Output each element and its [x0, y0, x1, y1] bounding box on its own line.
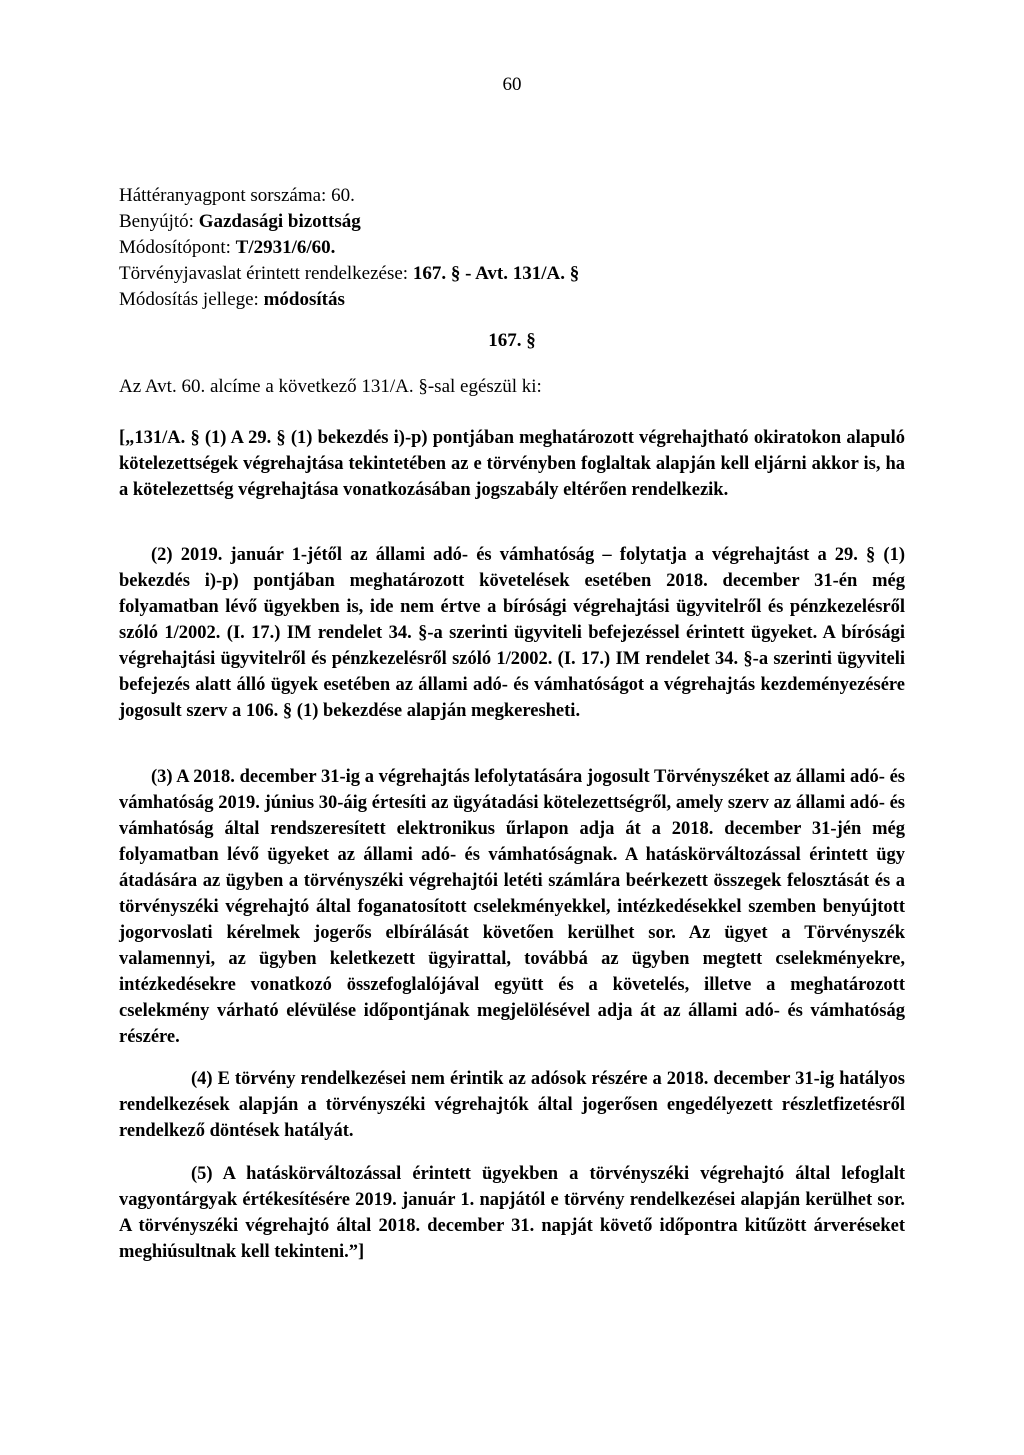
amendment-type-row — [119, 287, 919, 313]
amendment-type-value: módosítás — [263, 289, 345, 310]
amendment-point-value: T/2931/6/60. — [235, 237, 336, 258]
page-number: 60 — [502, 74, 522, 95]
paragraph-5: (5) A hatáskörváltozással érintett ügyekben a törvényszéki végrehajtó által lefoglalt vagyontárgyak értékesítésére 2019. január 1. napjától e törvény rendelkezései alapján kerülhet sor. A törvényszéki végrehajtó által 2018. december 31. napját követő időpontra kitűzött árveréseket meghiúsultnak kell tekinteni.”] — [119, 1164, 905, 1262]
submitter-row — [119, 209, 919, 235]
section-heading: 167. § — [488, 330, 536, 351]
paragraph-3: (3) A 2018. december 31-ig a végrehajtás lefolytatására jogosult Törvényszéket az állami adó- és vámhatóság 2019. június 30-áig értesíti az ügyátadási kötelezettségről, amely szerv az állami adó- és vámhatóság által rendszeresített elektronikus űrlapon adja át a 2018. december 31-jén még folyamatban lévő ügyeket az állami adó- és vámhatóságnak. A hatáskörváltozással érintett ügy átadására az ügyben a törvényszéki végrehajtói letéti számlára beérkezett összegek felosztását és a törvényszéki végrehajtó által foganatosított cselekményekkel, intézkedésekkel szemben benyújtott jogorvoslati kérelmek jogerős elbírálását követően kerülhet sor. Az ügyet a Törvényszék valamennyi, az ügyben keletkezett ügyirattal, továbbá az ügyben megtett cselekményekre, intézkedésekre vonatkozó összefoglalójával együtt és a követelés, illetve a meghatározott cselekmény várható elévülése időpontjának megjelölésével adja át az állami adó- és vámhatóság részére. — [119, 767, 905, 1047]
affected-provision-label: Törvényjavaslat érintett rendelkezése: — [119, 263, 409, 284]
affected-provision-value: 167. § - Avt. 131/A. § — [412, 263, 580, 284]
submitter-value: Gazdasági bizottság — [198, 211, 361, 232]
item-number-label: Háttéranyagpont sorszáma: — [119, 185, 327, 206]
paragraph-4: (4) E törvény rendelkezései nem érintik az adósok részére a 2018. december 31-ig hatályos rendelkezések alapján a törvényszéki végrehajtók által jogerősen engedélyezett részletfizetésről rendelkező döntések hatályát. — [119, 1069, 905, 1141]
submitter-label: Benyújtó: — [119, 211, 194, 232]
amendment-point-row — [119, 235, 919, 261]
paragraph-2: (2) 2019. január 1-jétől az állami adó- és vámhatóság – folytatja a végrehajtást a 29. § (1) bekezdés i)-p) pontjában meghatározott követelések esetében 2018. december 31-én még folyamatban lévő ügyekben is, ide nem értve a bírósági végrehajtási ügyvitelről és pénzkezelésről szóló 1/2002. (I. 17.) IM rendelet 34. §-a szerinti ügyviteli befejezéssel érintett ügyeket. A bírósági végrehajtási ügyvitelről és pénzkezelésről szóló 1/2002. (I. 17.) IM rendelet 34. §-a szerinti ügyviteli befejezés alatt álló ügyek esetében az állami adó- és vámhatóságot a végrehajtás kezdeményezésére jogosult szerv a 106. § (1) bekezdése alapján megkeresheti. — [119, 545, 905, 721]
amendment-type-label: Módosítás jellege: — [119, 289, 259, 310]
item-number-row — [119, 183, 919, 209]
metadata-block — [119, 183, 919, 313]
paragraph-1: [„131/A. § (1) A 29. § (1) bekezdés i)-p) pontjában meghatározott végrehajtható okiratokon alapuló kötelezettségek végrehajtása tekintetében az e törvényben foglaltak alapján kell eljárni akkor is, ha a kötelezettség végrehajtása vonatkozásában jogszabály eltérően rendelkezik. — [119, 428, 905, 500]
affected-provision-row — [119, 261, 919, 287]
amendment-point-label: Módosítópont: — [119, 237, 231, 258]
item-number-value: 60. — [331, 185, 355, 206]
intro-sentence: Az Avt. 60. alcíme a következő 131/A. §-sal egészül ki: — [119, 376, 542, 397]
